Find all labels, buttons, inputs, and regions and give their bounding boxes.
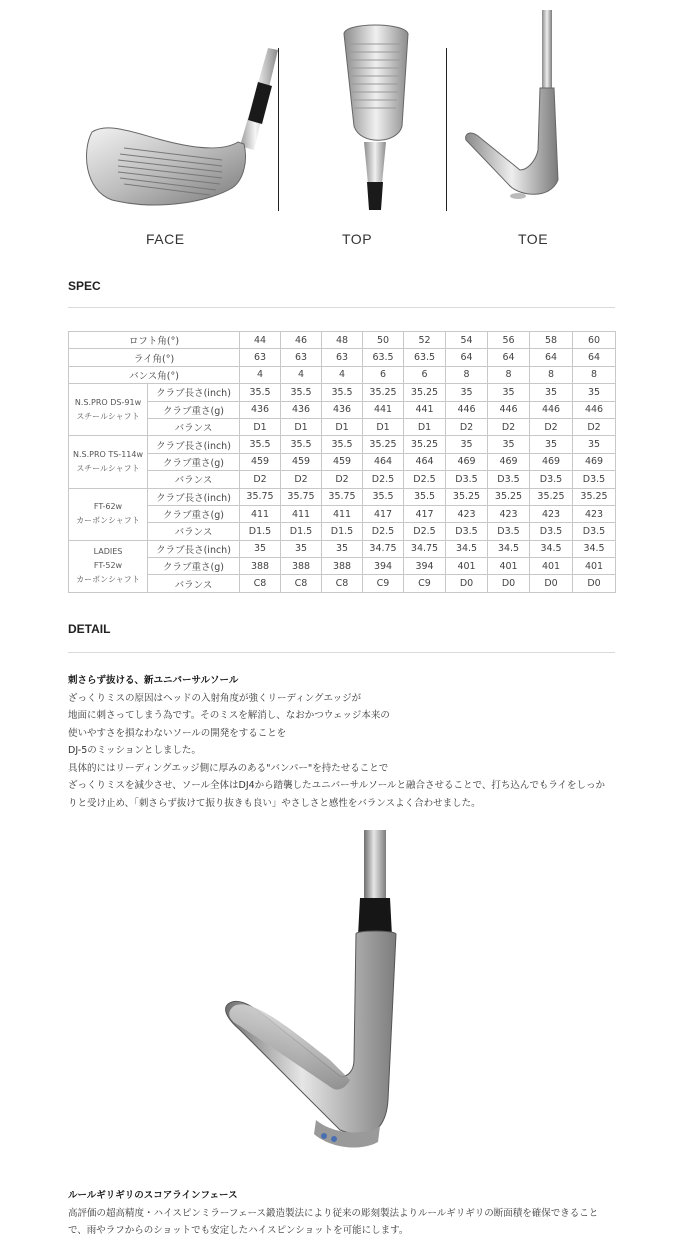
sole-line: ざっくりミスを減少させ、ソール全体はDJ4から踏襲したユニバーサルソールと融合させることで、打ち込んでもライをしっか <box>68 780 606 791</box>
spec-cell: 35 <box>573 436 616 453</box>
spec-cell: D1.5 <box>322 523 363 540</box>
spec-cell: 8 <box>446 366 488 383</box>
spec-cell: 63.5 <box>404 349 446 366</box>
spec-cell: 35.5 <box>240 436 281 453</box>
spec-row <box>69 401 616 418</box>
spec-row <box>69 558 616 575</box>
spec-cell: 35.25 <box>404 384 446 401</box>
spec-cell: 394 <box>404 558 446 575</box>
spec-row <box>69 418 616 435</box>
spec-cell: C9 <box>363 575 404 592</box>
spec-cell: 436 <box>240 401 281 418</box>
spec-cell: 469 <box>530 453 573 470</box>
spec-cell: 401 <box>446 558 488 575</box>
shaft-name-line: カーボンシャフト <box>76 516 140 526</box>
spec-cell: 423 <box>446 505 488 522</box>
spec-row <box>69 349 616 366</box>
spec-row-label: バランス <box>148 575 240 592</box>
spec-cell: D2 <box>446 418 488 435</box>
spec-cell: 63 <box>240 349 281 366</box>
spec-row <box>69 523 616 540</box>
spec-row-label: クラブ長さ(inch) <box>148 384 240 401</box>
spec-cell: D3.5 <box>446 523 488 540</box>
spec-cell: 459 <box>322 453 363 470</box>
spec-rule <box>68 307 615 308</box>
spec-cell: D2 <box>530 418 573 435</box>
spec-cell: 34.75 <box>363 540 404 557</box>
spec-cell: D1 <box>363 418 404 435</box>
spec-cell: 35 <box>322 540 363 557</box>
toe-view-label: TOE <box>518 231 549 247</box>
spec-cell: D2 <box>488 418 530 435</box>
spec-cell: D0 <box>530 575 573 592</box>
spec-cell: 411 <box>322 505 363 522</box>
spec-cell: 46 <box>281 332 322 349</box>
spec-cell: 35.5 <box>363 488 404 505</box>
spec-cell: 6 <box>404 366 446 383</box>
spec-cell: 35.75 <box>281 488 322 505</box>
spec-cell: 50 <box>363 332 404 349</box>
sole-line: ざっくりミスの原因はヘッドの入射角度が強くリーディングエッジが <box>68 692 362 704</box>
spec-row-label: ロフト角(°) <box>69 332 240 349</box>
spec-cell: 35.5 <box>322 384 363 401</box>
spec-cell: 64 <box>446 349 488 366</box>
spec-cell: 34.5 <box>488 540 530 557</box>
spec-cell: 63 <box>281 349 322 366</box>
spec-cell: D0 <box>573 575 616 592</box>
shaft-name-cell <box>69 488 148 540</box>
spec-cell: 35.5 <box>404 488 446 505</box>
spec-cell: 4 <box>322 366 363 383</box>
spec-cell: D3.5 <box>573 523 616 540</box>
shaft-name-line: LADIES <box>93 547 123 557</box>
spec-row-label: クラブ重さ(g) <box>148 401 240 418</box>
spec-cell: 423 <box>530 505 573 522</box>
sole-line: DJ-5のミッションとしました。 <box>68 745 201 756</box>
spec-cell: 35 <box>240 540 281 557</box>
spec-cell: 4 <box>240 366 281 383</box>
shaft-name-line: スチールシャフト <box>76 411 140 421</box>
spec-cell: D2.5 <box>363 471 404 488</box>
spec-row <box>69 332 616 349</box>
spec-cell: D2 <box>322 471 363 488</box>
spec-row <box>69 366 616 383</box>
spec-cell: D1 <box>240 418 281 435</box>
sole-description <box>68 672 628 812</box>
spec-cell: 35.75 <box>240 488 281 505</box>
spec-cell: 394 <box>363 558 404 575</box>
spec-cell: 8 <box>573 366 616 383</box>
sole-heading: 刺さらず抜ける、新ユニバーサルソール <box>68 675 239 686</box>
spec-cell: 6 <box>363 366 404 383</box>
spec-cell: 35 <box>488 384 530 401</box>
spec-cell: D2.5 <box>404 523 446 540</box>
spec-cell: 35.75 <box>322 488 363 505</box>
face-view-divider <box>278 48 279 211</box>
spec-row-label: クラブ重さ(g) <box>148 453 240 470</box>
spec-cell: 35.25 <box>363 436 404 453</box>
shaft-name-line: FT-62w <box>93 502 123 512</box>
spec-cell: 8 <box>530 366 573 383</box>
spec-cell: C8 <box>281 575 322 592</box>
spec-cell: 35.25 <box>363 384 404 401</box>
spec-cell: 35.25 <box>446 488 488 505</box>
spec-row-label: バランス <box>148 523 240 540</box>
spec-cell: 44 <box>240 332 281 349</box>
spec-cell: D2 <box>573 418 616 435</box>
sole-line: 使いやすさを損なわないソールの開発をすることを <box>68 727 287 739</box>
spec-row-label: バランス <box>148 418 240 435</box>
shaft-name-line: N.S.PRO TS-114w <box>72 449 144 459</box>
spec-cell: 34.75 <box>404 540 446 557</box>
spec-cell: 64 <box>488 349 530 366</box>
toe-view-image <box>460 10 580 210</box>
spec-cell: 64 <box>573 349 616 366</box>
spec-cell: 4 <box>281 366 322 383</box>
spec-cell: 35.25 <box>488 488 530 505</box>
spec-cell: 441 <box>363 401 404 418</box>
spec-cell: 35.5 <box>281 436 322 453</box>
face-description <box>68 1187 628 1240</box>
spec-cell: 459 <box>240 453 281 470</box>
spec-cell: D2 <box>281 471 322 488</box>
spec-cell: 464 <box>404 453 446 470</box>
spec-cell: 35 <box>573 384 616 401</box>
spec-cell: 58 <box>530 332 573 349</box>
face-heading: ルールギリギリのスコアラインフェース <box>68 1190 238 1201</box>
spec-cell: 8 <box>488 366 530 383</box>
spec-row <box>69 436 616 453</box>
spec-cell: 459 <box>281 453 322 470</box>
spec-cell: 417 <box>363 505 404 522</box>
spec-cell: 436 <box>281 401 322 418</box>
spec-cell: 35 <box>530 436 573 453</box>
detail-rule <box>68 652 615 653</box>
face-view-label: FACE <box>146 231 185 247</box>
spec-cell: 469 <box>488 453 530 470</box>
spec-row <box>69 505 616 522</box>
spec-row <box>69 488 616 505</box>
spec-cell: D1 <box>322 418 363 435</box>
spec-cell: 35 <box>446 384 488 401</box>
spec-cell: 35.5 <box>240 384 281 401</box>
sole-line: 具体的にはリーディングエッジ側に厚みのある"バンパー"を持たせることで <box>68 762 389 774</box>
spec-cell: D3.5 <box>573 471 616 488</box>
spec-cell: 54 <box>446 332 488 349</box>
spec-cell: C8 <box>322 575 363 592</box>
spec-cell: 423 <box>573 505 616 522</box>
spec-row <box>69 471 616 488</box>
spec-cell: 35 <box>530 384 573 401</box>
top-view-label: TOP <box>342 231 373 247</box>
spec-cell: 35.25 <box>530 488 573 505</box>
spec-cell: 63.5 <box>363 349 404 366</box>
detail-title: DETAIL <box>68 622 111 636</box>
spec-row-label: クラブ長さ(inch) <box>148 488 240 505</box>
spec-cell: D3.5 <box>488 471 530 488</box>
spec-cell: 411 <box>240 505 281 522</box>
spec-cell: 469 <box>446 453 488 470</box>
spec-row-label: クラブ重さ(g) <box>148 558 240 575</box>
spec-cell: D1 <box>281 418 322 435</box>
spec-cell: D1.5 <box>281 523 322 540</box>
spec-cell: 35.5 <box>281 384 322 401</box>
shaft-name-line: カーボンシャフト <box>76 575 140 585</box>
spec-cell: 48 <box>322 332 363 349</box>
spec-cell: D2 <box>240 471 281 488</box>
spec-cell: 401 <box>530 558 573 575</box>
spec-cell: C8 <box>240 575 281 592</box>
spec-cell: D3.5 <box>488 523 530 540</box>
spec-row-label: バンス角(°) <box>69 366 240 383</box>
spec-row <box>69 384 616 401</box>
shaft-name-line: FT-52w <box>93 561 123 571</box>
spec-cell: 60 <box>573 332 616 349</box>
club-views <box>0 0 684 260</box>
shaft-name-line: スチールシャフト <box>76 463 140 473</box>
spec-cell: D3.5 <box>446 471 488 488</box>
spec-cell: 388 <box>322 558 363 575</box>
spec-cell: D1.5 <box>240 523 281 540</box>
spec-row <box>69 453 616 470</box>
spec-cell: 34.5 <box>446 540 488 557</box>
spec-cell: 34.5 <box>530 540 573 557</box>
spec-cell: 388 <box>240 558 281 575</box>
top-view-image <box>330 14 420 214</box>
spec-row <box>69 575 616 592</box>
shaft-name-line: N.S.PRO DS-91w <box>74 397 142 407</box>
spec-cell: 423 <box>488 505 530 522</box>
spec-cell: D0 <box>488 575 530 592</box>
spec-cell: D3.5 <box>530 471 573 488</box>
spec-cell: 35.5 <box>322 436 363 453</box>
spec-cell: 469 <box>573 453 616 470</box>
spec-cell: 34.5 <box>573 540 616 557</box>
spec-cell: 446 <box>530 401 573 418</box>
spec-cell: 417 <box>404 505 446 522</box>
spec-cell: 35.25 <box>404 436 446 453</box>
spec-cell: 35 <box>488 436 530 453</box>
spec-row-label: バランス <box>148 471 240 488</box>
sole-closeup-image <box>220 830 460 1175</box>
spec-row-label: ライ角(°) <box>69 349 240 366</box>
face-line: 高評価の超高精度・ハイスピンミラーフェース鍛造製法により従来の彫刻製法よりルールギリギリの断面積を確保できること <box>68 1207 599 1219</box>
sole-line: 地面に刺さってしまう為です。そのミスを解消し、なおかつウェッジ本来の <box>68 710 390 721</box>
spec-title: SPEC <box>68 279 101 293</box>
spec-row-label: クラブ長さ(inch) <box>148 436 240 453</box>
spec-cell: 401 <box>488 558 530 575</box>
shaft-name-cell <box>69 384 148 436</box>
spec-cell: D1 <box>404 418 446 435</box>
spec-cell: 411 <box>281 505 322 522</box>
spec-cell: 441 <box>404 401 446 418</box>
spec-cell: 436 <box>322 401 363 418</box>
spec-cell: 464 <box>363 453 404 470</box>
spec-row <box>69 540 616 557</box>
spec-row-label: クラブ重さ(g) <box>148 505 240 522</box>
spec-cell: 401 <box>573 558 616 575</box>
spec-cell: 64 <box>530 349 573 366</box>
spec-cell: 446 <box>446 401 488 418</box>
shaft-name-cell <box>69 540 148 592</box>
spec-cell: D0 <box>446 575 488 592</box>
spec-cell: 388 <box>281 558 322 575</box>
spec-cell: 63 <box>322 349 363 366</box>
face-line: で、雨やラフからのショットでも安定したハイスピンショットを可能にします。 <box>68 1225 409 1236</box>
spec-cell: C9 <box>404 575 446 592</box>
spec-cell: 56 <box>488 332 530 349</box>
spec-cell: 35 <box>446 436 488 453</box>
spec-cell: D2.5 <box>363 523 404 540</box>
spec-table <box>68 331 616 593</box>
spec-cell: 446 <box>488 401 530 418</box>
spec-cell: D3.5 <box>530 523 573 540</box>
spec-cell: D2.5 <box>404 471 446 488</box>
spec-cell: 52 <box>404 332 446 349</box>
sole-line: りと受け止め、「刺さらず抜けて振り抜きも良い」やさしさと感性をバランスよく合わせました。 <box>68 797 481 809</box>
spec-cell: 35 <box>281 540 322 557</box>
top-view-divider <box>446 48 447 211</box>
shaft-name-cell <box>69 436 148 488</box>
spec-row-label: クラブ長さ(inch) <box>148 540 240 557</box>
face-view-image <box>72 40 287 220</box>
spec-cell: 35.25 <box>573 488 616 505</box>
spec-cell: 446 <box>573 401 616 418</box>
